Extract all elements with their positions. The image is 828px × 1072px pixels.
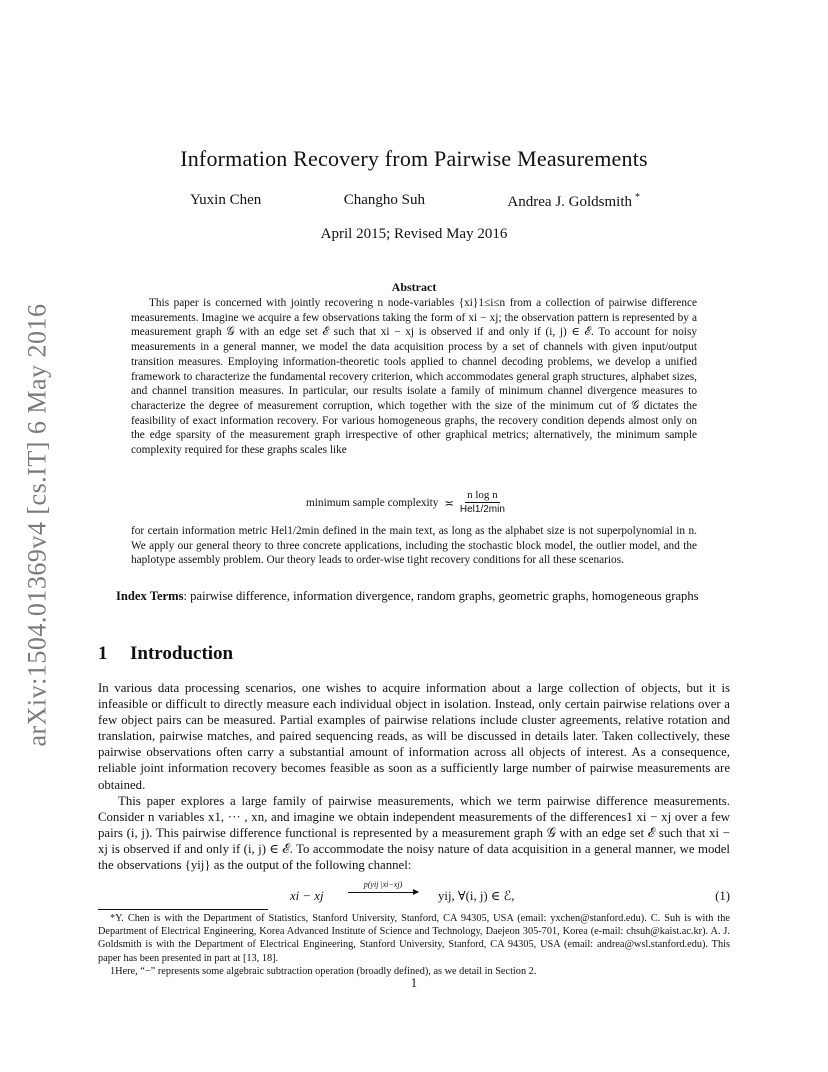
footnote-rule (98, 909, 268, 910)
abstract-eq-fraction (460, 489, 505, 517)
equation-arrow-label: p(yij |xi−xj) (363, 880, 403, 889)
intro-body (98, 680, 730, 873)
abstract-heading: Abstract (391, 280, 437, 294)
arxiv-stamp (20, 290, 56, 760)
abstract-eq-relation: ≍ (444, 497, 454, 510)
index-terms-label: Index Terms (116, 589, 184, 603)
abstract-eq-numerator: n log n (467, 489, 498, 501)
arrow-line (348, 892, 418, 893)
index-terms-list: : pairwise difference, information divergence, random graphs, geometric graphs, homogeneous graphs (183, 589, 699, 603)
footnote-affiliations: *Y. Chen is with the Department of Statistics, Stanford University, Stanford, CA 94305, USA (email: yxchen@stanford.edu). C. Suh is with the Department of Electrical Engineering, Korea Advanced Institute of Science and Technology, Daejeon 305-701, Korea (e-mail: chsuh@kaist.ac.kr). A. J. Goldsmith is with the Department of Electrical Engineering, Stanford University, Stanford, CA 94305, USA (email: andrea@wsl.stanford.edu). This paper has been presented in part at [13, 18]. (98, 913, 730, 964)
paper-title: Information Recovery from Pairwise Measurements (180, 146, 648, 171)
abstract-body-continued (131, 524, 697, 568)
section-heading (98, 643, 233, 665)
intro-paragraph-2: This paper explores a large family of pairwise measurements, which we term pairwise difference measurements. Consider n variables x1, ··· , xn, and imagine we obtain independent measurements of the differences1 xi − xj over a few pairs (i, j). This pairwise difference functional is represented by a measurement graph 𝒢 with an edge set ℰ such that xi − xj is observed if and only if (i, j) ∈ ℰ. To accommodate the noisy nature of data acquisition in a general manner, we model the observations {yij} as the output of the following channel: (98, 793, 730, 873)
abstract-body (131, 296, 697, 458)
equation-channel-arrow (348, 880, 418, 893)
paper-date: April 2015; Revised May 2016 (320, 226, 508, 242)
author-3-wrap (507, 192, 640, 211)
abstract-eq-label: minimum sample complexity (306, 497, 439, 509)
abstract-equation (306, 486, 546, 520)
abstract-eq-denominator: Hel1/2min (459, 504, 505, 515)
equation-rhs: yij, ∀(i, j) ∈ ℰ, (438, 889, 515, 903)
intro-paragraph-1: In various data processing scenarios, one wishes to acquire information about a large collection of objects, but it is infeasible or difficult to directly measure each individual object in isolation. Instead, only certain pairwise relations over a few object pairs can be measured. Partial examples of pairwise relations include cluster agreements, relative rotation and translation, pairwise matches, and paired sequencing reads, as will be discussed in details later. Taken collectively, these pairwise observations often carry a substantial amount of information across all objects of interest. As a consequence, reliable joint information recovery becomes feasible as soon as a sufficiently large number of pairwise measurements are obtained. (98, 681, 730, 792)
index-terms (98, 588, 730, 604)
footnotes (98, 912, 730, 978)
page-number: 1 (410, 976, 418, 990)
footnote-1: 1Here, “−” represents some algebraic subtraction operation (broadly defined), as we detail in Section 2. (110, 965, 537, 977)
author-2: Changho Suh (343, 192, 425, 208)
equation-number: (1) (715, 889, 730, 903)
section-number: 1 (98, 643, 108, 664)
equation-1 (98, 880, 730, 912)
section-title: Introduction (130, 643, 234, 664)
abstract-paragraph-1: This paper is concerned with jointly recovering n node-variables {xi}1≤i≤n from a collection of pairwise difference measurements. Imagine we acquire a few observations taking the form of xi − xj; the observation pattern is represented by a measurement graph 𝒢 with an edge set ℰ such that xi − xj is observed if and only if (i, j) ∈ ℰ. To account for noisy measurements in a general manner, we model the data acquisition process by a set of channels with given input/output transition measures. Employing information-theoretic tools applied to channel decoding problems, we develop a unified framework to characterize the fundamental recovery criterion, which accommodates general graph structures, alphabet sizes, and channel transition measures. In particular, our results isolate a family of minimum channel divergence measures to characterize the degree of measurement corruption, which together with the size of the minimum cut of 𝒢 dictates the feasibility of exact information recovery. For various homogeneous graphs, the recovery condition depends almost only on the edge sparsity of the measurement graph irrespective of other graphical metrics; alternatively, the minimum sample complexity required for these graphs scales like (131, 297, 697, 457)
author-3: Andrea J. Goldsmith (507, 194, 632, 210)
abstract-paragraph-2: for certain information metric Hel1/2min defined in the main text, as long as the alphabet size is not superpolynomial in n. We apply our general theory to three concrete applications, including the stochastic block model, the outlier model, and the haplotype assembly problem. Our theory leads to order-wise tight recovery conditions for all these scenarios. (131, 525, 697, 567)
author-list (190, 192, 640, 211)
author-footnote-mark[interactable]: * (635, 192, 640, 203)
arxiv-id: arXiv:1504.01369v4 [cs.IT] 6 May 2016 (23, 303, 53, 747)
equation-lhs: xi − xj (290, 889, 324, 903)
author-1: Yuxin Chen (190, 192, 262, 208)
